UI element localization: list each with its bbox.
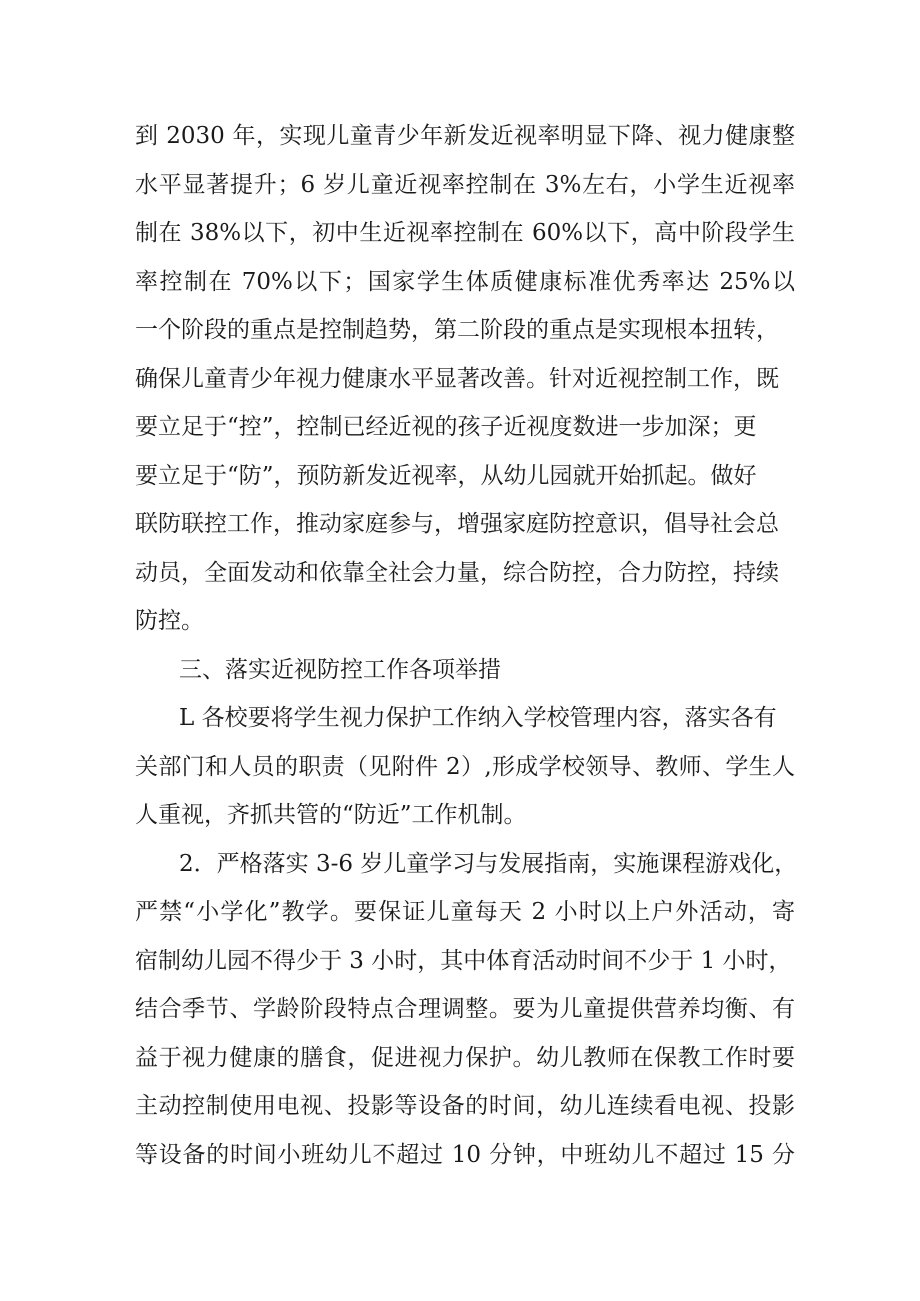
text-line: 一个阶段的重点是控制趋势，第二阶段的重点是实现根本扭转， bbox=[135, 317, 779, 343]
text-line: 联防联控工作，推动家庭参与，增强家庭防控意识，倡导社会总 bbox=[135, 511, 779, 537]
text-line: 要立足于“防”，预防新发近视率，从幼儿园就开始抓起。做好 bbox=[135, 462, 757, 489]
text-line: 制在 38%以下，初中生近视率控制在 60%以下，高中阶段学生 bbox=[135, 220, 795, 246]
text-line: 动员，全面发动和依靠全社会力量，综合防控，合力防控，持续 bbox=[135, 559, 779, 586]
text-line: 等设备的时间小班幼儿不超过 10 分钟，中班幼儿不超过 15 分 bbox=[135, 1141, 795, 1168]
body-text bbox=[135, 112, 798, 1179]
text-line: 水平显著提升；6 岁儿童近视率控制在 3%左右，小学生近视率 bbox=[135, 171, 795, 198]
text-line: 防控。 bbox=[135, 608, 204, 634]
text-line: 到 2030 年，实现儿童青少年新发近视率明显下降、视力健康整 bbox=[135, 123, 795, 149]
section-heading: 三、落实近视防控工作各项举措 bbox=[179, 656, 501, 683]
text-line: 关部门和人员的职责（见附件 2）,形成学校领导、教师、学生人 bbox=[135, 753, 795, 780]
text-line: 2．严格落实 3-6 岁儿童学习与发展指南，实施课程游戏化， bbox=[179, 850, 798, 877]
text-line: 人重视，齐抓共管的“防近”工作机制。 bbox=[135, 802, 527, 828]
text-line: 结合季节、学龄阶段特点合理调整。要为儿童提供营养均衡、有 bbox=[135, 996, 795, 1022]
text-line: 严禁“小学化”教学。要保证儿童每天 2 小时以上户外活动，寄 bbox=[135, 899, 795, 925]
text-line: 确保儿童青少年视力健康水平显著改善。针对近视控制工作，既 bbox=[135, 365, 779, 392]
text-line: 率控制在 70%以下；国家学生体质健康标准优秀率达 25%以 bbox=[135, 268, 795, 295]
text-line: 益于视力健康的膳食，促进视力保护。幼儿教师在保教工作时要 bbox=[135, 1044, 795, 1071]
text-line: L 各校要将学生视力保护工作纳入学校管理内容，落实各有 bbox=[179, 705, 777, 731]
text-line: 要立足于“控”，控制已经近视的孩子近视度数进一步加深；更 bbox=[135, 414, 757, 440]
text-line: 宿制幼儿园不得少于 3 小时，其中体育活动时间不少于 1 小时， bbox=[135, 947, 792, 974]
text-line: 主动控制使用电视、投影等设备的时间，幼儿连续看电视、投影 bbox=[135, 1093, 795, 1119]
